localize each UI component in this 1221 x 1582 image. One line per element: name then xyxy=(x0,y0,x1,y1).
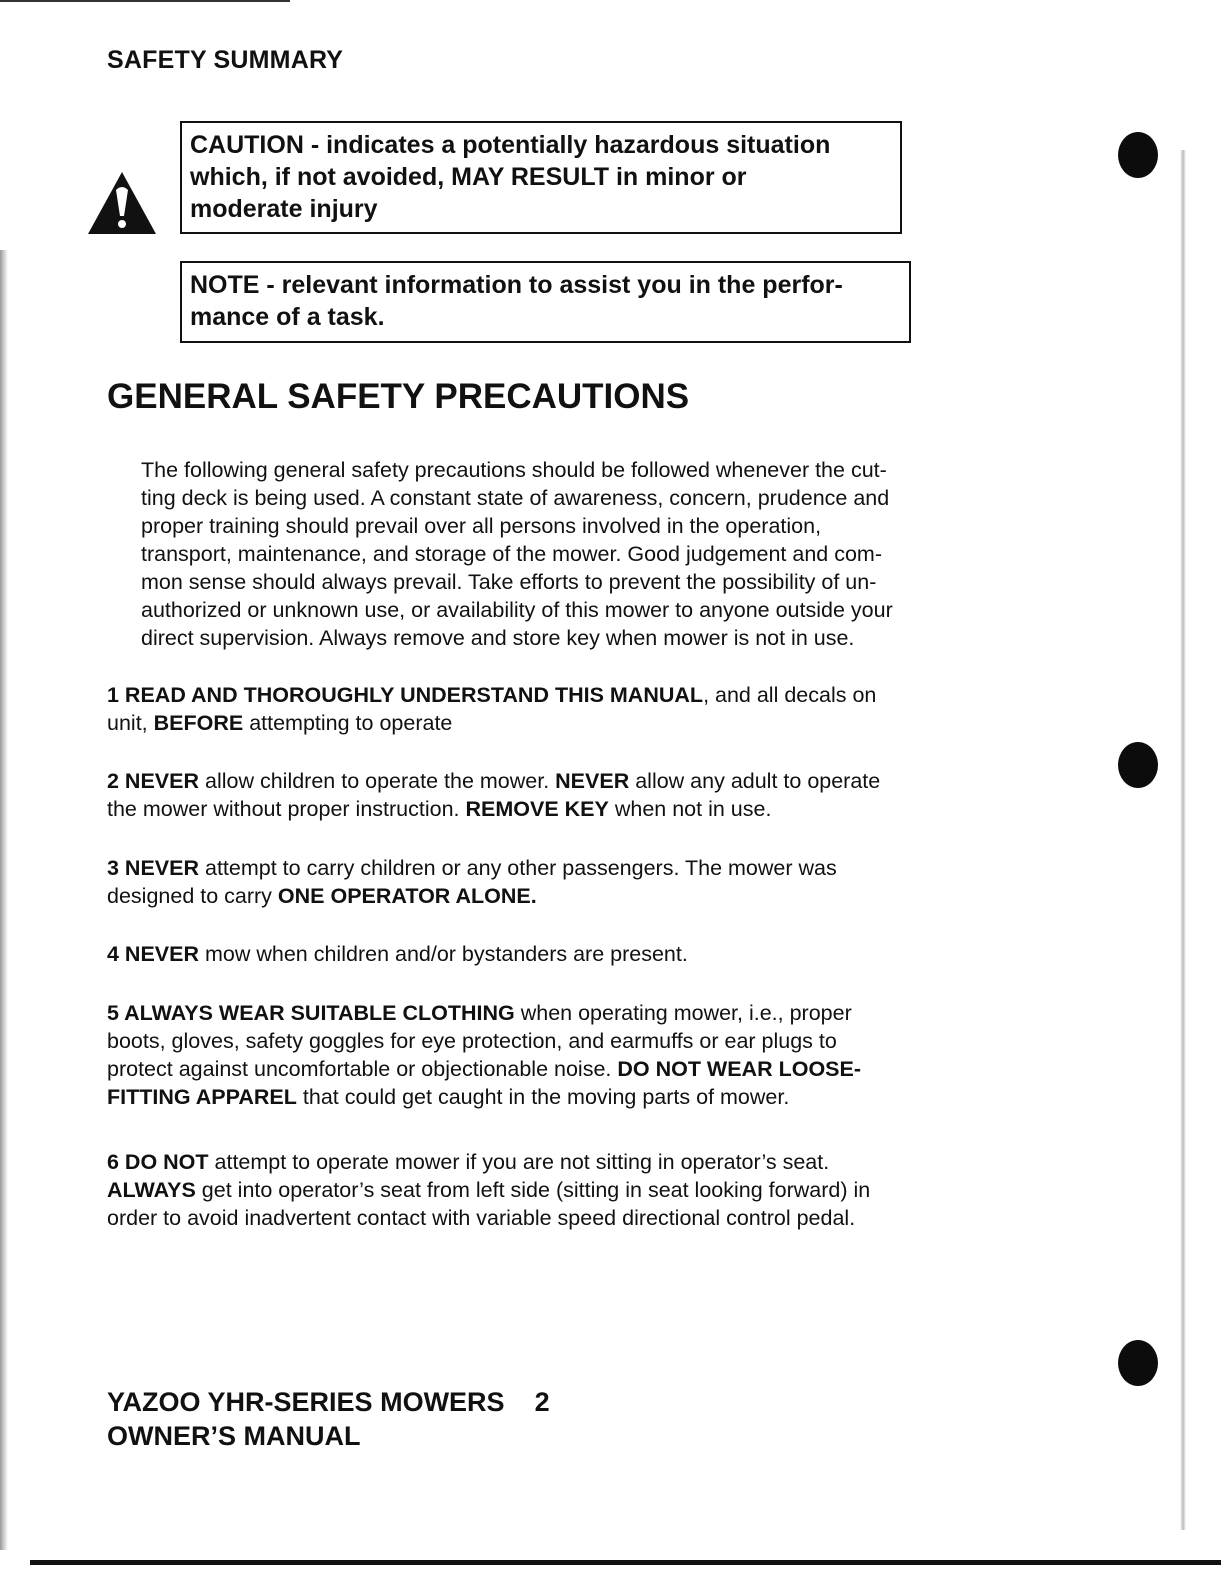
intro-line: direct supervision. Always remove and store key when mower is not in use. xyxy=(141,626,855,650)
footer-line-2: OWNER’S MANUAL xyxy=(107,1421,361,1451)
precaution-item-3 xyxy=(107,854,987,910)
item-text: attempting to operate xyxy=(243,711,453,735)
precaution-item-2 xyxy=(107,767,987,823)
binder-hole-middle xyxy=(1118,742,1158,788)
item-bold: FITTING APPAREL xyxy=(107,1085,297,1109)
binder-hole-bottom xyxy=(1118,1340,1158,1386)
page-number: 2 xyxy=(534,1387,550,1417)
precaution-item-4 xyxy=(107,940,987,968)
item-line xyxy=(107,1027,987,1055)
footer-line-1 xyxy=(107,1385,550,1419)
item-text: get into operator’s seat from left side (sitting in seat looking forward) in xyxy=(195,1178,871,1202)
item-line xyxy=(107,681,987,709)
item-bold: ALWAYS xyxy=(107,1178,196,1202)
item-text: boots, gloves, safety goggles for eye protection, and earmuffs or ear plugs to xyxy=(107,1029,837,1053)
note-line: NOTE - relevant information to assist you in the perfor- xyxy=(190,271,843,299)
item-line xyxy=(107,882,987,910)
caution-line: moderate injury xyxy=(190,195,378,223)
item-line xyxy=(107,999,987,1027)
item-bold: 5 ALWAYS WEAR SUITABLE CLOTHING xyxy=(107,1001,515,1025)
precaution-item-5 xyxy=(107,999,987,1111)
intro-line: transport, maintenance, and storage of the mower. Good judgement and com- xyxy=(141,542,882,566)
scan-bottom-rule xyxy=(30,1560,1221,1565)
item-text: when not in use. xyxy=(608,797,772,821)
item-text: mow when children and/or bystanders are present. xyxy=(199,942,688,966)
item-line xyxy=(107,767,987,795)
caution-line: which, if not avoided, MAY RESULT in minor or xyxy=(190,163,747,191)
caution-box xyxy=(180,121,902,234)
scan-left-edge xyxy=(0,250,8,1550)
binder-hole-top xyxy=(1118,132,1158,178)
item-text: designed to carry xyxy=(107,884,278,908)
footer-title: YAZOO YHR-SERIES MOWERS xyxy=(107,1387,505,1417)
item-text: unit, xyxy=(107,711,154,735)
item-line xyxy=(107,709,987,737)
item-text: attempt to operate mower if you are not sitting in operator’s seat. xyxy=(208,1150,830,1174)
item-bold: 3 NEVER xyxy=(107,856,200,880)
page-footer xyxy=(107,1385,550,1453)
item-text: when operating mower, i.e., proper xyxy=(514,1001,852,1025)
item-text: protect against uncomfortable or objectionable noise. xyxy=(107,1057,618,1081)
item-line xyxy=(107,1204,987,1232)
item-bold: 6 DO NOT xyxy=(107,1150,209,1174)
item-line xyxy=(107,1148,987,1176)
item-bold: NEVER xyxy=(555,769,630,793)
note-line: mance of a task. xyxy=(190,303,385,331)
intro-paragraph xyxy=(141,456,991,652)
item-bold: 2 NEVER xyxy=(107,769,200,793)
item-bold: 1 READ AND THOROUGHLY UNDERSTAND THIS MANUAL xyxy=(107,683,704,707)
page-heading: GENERAL SAFETY PRECAUTIONS xyxy=(107,377,690,416)
scan-right-edge xyxy=(1180,150,1186,1530)
precaution-item-1 xyxy=(107,681,987,737)
item-line xyxy=(107,940,987,968)
intro-line: mon sense should always prevail. Take efforts to prevent the possibility of un- xyxy=(141,570,877,594)
precaution-item-6 xyxy=(107,1148,987,1232)
item-line xyxy=(107,854,987,882)
item-bold: REMOVE KEY xyxy=(465,797,609,821)
intro-line: authorized or unknown use, or availability of this mower to anyone outside your xyxy=(141,598,893,622)
item-text: that could get caught in the moving parts of mower. xyxy=(296,1085,790,1109)
item-bold: BEFORE xyxy=(153,711,244,735)
scan-top-rule xyxy=(0,0,290,2)
item-bold: 4 NEVER xyxy=(107,942,200,966)
item-line xyxy=(107,1055,987,1083)
warning-triangle-icon xyxy=(86,170,158,236)
item-text: attempt to carry children or any other passengers. The mower was xyxy=(199,856,837,880)
item-line xyxy=(107,1083,987,1111)
item-text: allow children to operate the mower. xyxy=(199,769,556,793)
item-bold: ONE OPERATOR ALONE. xyxy=(277,884,537,908)
item-bold: DO NOT WEAR LOOSE- xyxy=(617,1057,862,1081)
section-title: SAFETY SUMMARY xyxy=(107,46,344,74)
intro-line: ting deck is being used. A constant state of awareness, concern, prudence and xyxy=(141,486,890,510)
note-box xyxy=(180,261,911,343)
item-text: order to avoid inadvertent contact with variable speed directional control pedal. xyxy=(107,1206,856,1230)
item-line xyxy=(107,1176,987,1204)
item-text: , and all decals on xyxy=(703,683,877,707)
intro-line: proper training should prevail over all persons involved in the operation, xyxy=(141,514,822,538)
item-text: allow any adult to operate xyxy=(629,769,881,793)
caution-line: CAUTION - indicates a potentially hazardous situation xyxy=(190,131,831,159)
item-text: the mower without proper instruction. xyxy=(107,797,466,821)
intro-line: The following general safety precautions should be followed whenever the cut- xyxy=(141,458,887,482)
item-line xyxy=(107,795,987,823)
